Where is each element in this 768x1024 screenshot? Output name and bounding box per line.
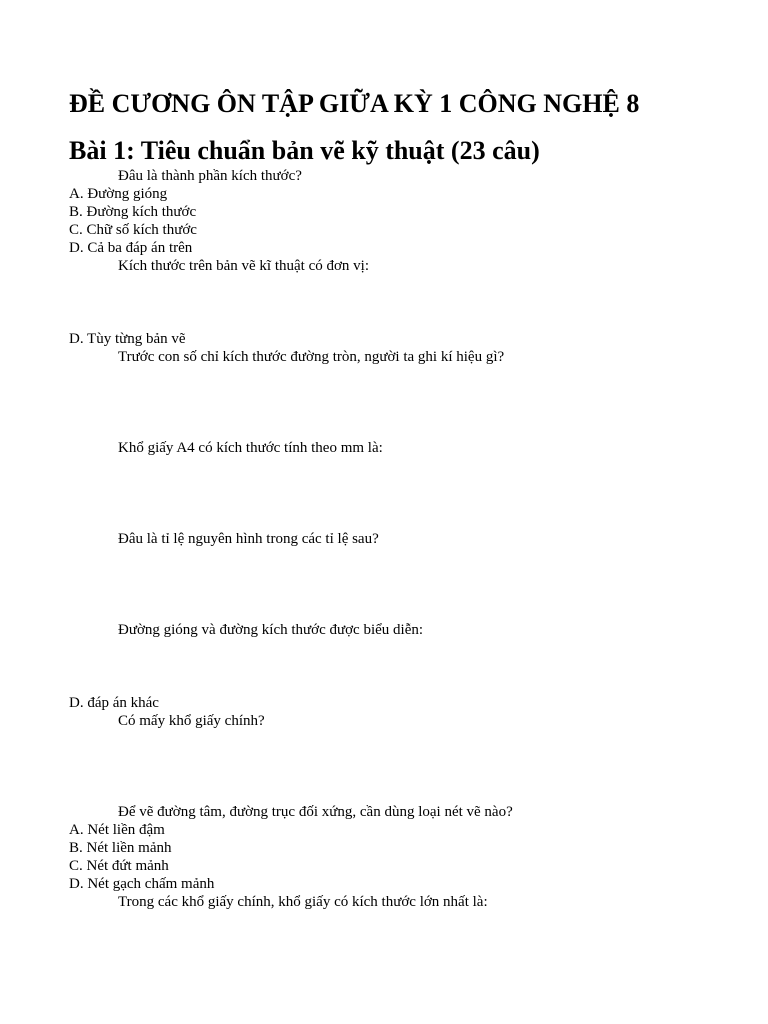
- question-8-option-a: A. Nét liền đậm: [69, 822, 165, 838]
- question-1-option-a: A. Đường gióng: [69, 186, 168, 202]
- question-1: Đâu là thành phần kích thước?: [118, 168, 302, 184]
- question-5: Đâu là tỉ lệ nguyên hình trong các tỉ lệ sau?: [118, 531, 379, 547]
- section-title: Bài 1: Tiêu chuẩn bản vẽ kỹ thuật (23 câu): [69, 136, 540, 165]
- question-2-option-d: D. Tùy từng bản vẽ: [69, 331, 186, 347]
- question-7: Có mấy khổ giấy chính?: [118, 713, 265, 729]
- question-3: Trước con số chỉ kích thước đường tròn, người ta ghi kí hiệu gì?: [118, 349, 505, 365]
- question-4: Khổ giấy A4 có kích thước tính theo mm là:: [118, 440, 383, 456]
- question-8-option-b: B. Nét liền mảnh: [69, 840, 172, 856]
- question-8: Để vẽ đường tâm, đường trục đối xứng, cần dùng loại nét vẽ nào?: [118, 804, 513, 820]
- document-title: ĐỀ CƯƠNG ÔN TẬP GIỮA KỲ 1 CÔNG NGHỆ 8: [69, 89, 640, 118]
- question-6-option-d: D. đáp án khác: [69, 695, 159, 711]
- question-1-option-b: B. Đường kích thước: [69, 204, 197, 220]
- question-2: Kích thước trên bản vẽ kĩ thuật có đơn vị:: [118, 258, 370, 274]
- question-6: Đường gióng và đường kích thước được biểu diễn:: [118, 622, 424, 638]
- question-1-option-d: D. Cả ba đáp án trên: [69, 240, 193, 256]
- question-9: Trong các khổ giấy chính, khổ giấy có kích thước lớn nhất là:: [118, 894, 488, 910]
- question-1-option-c: C. Chữ số kích thước: [69, 222, 197, 238]
- question-8-option-c: C. Nét đứt mảnh: [69, 858, 169, 874]
- question-8-option-d: D. Nét gạch chấm mảnh: [69, 876, 215, 892]
